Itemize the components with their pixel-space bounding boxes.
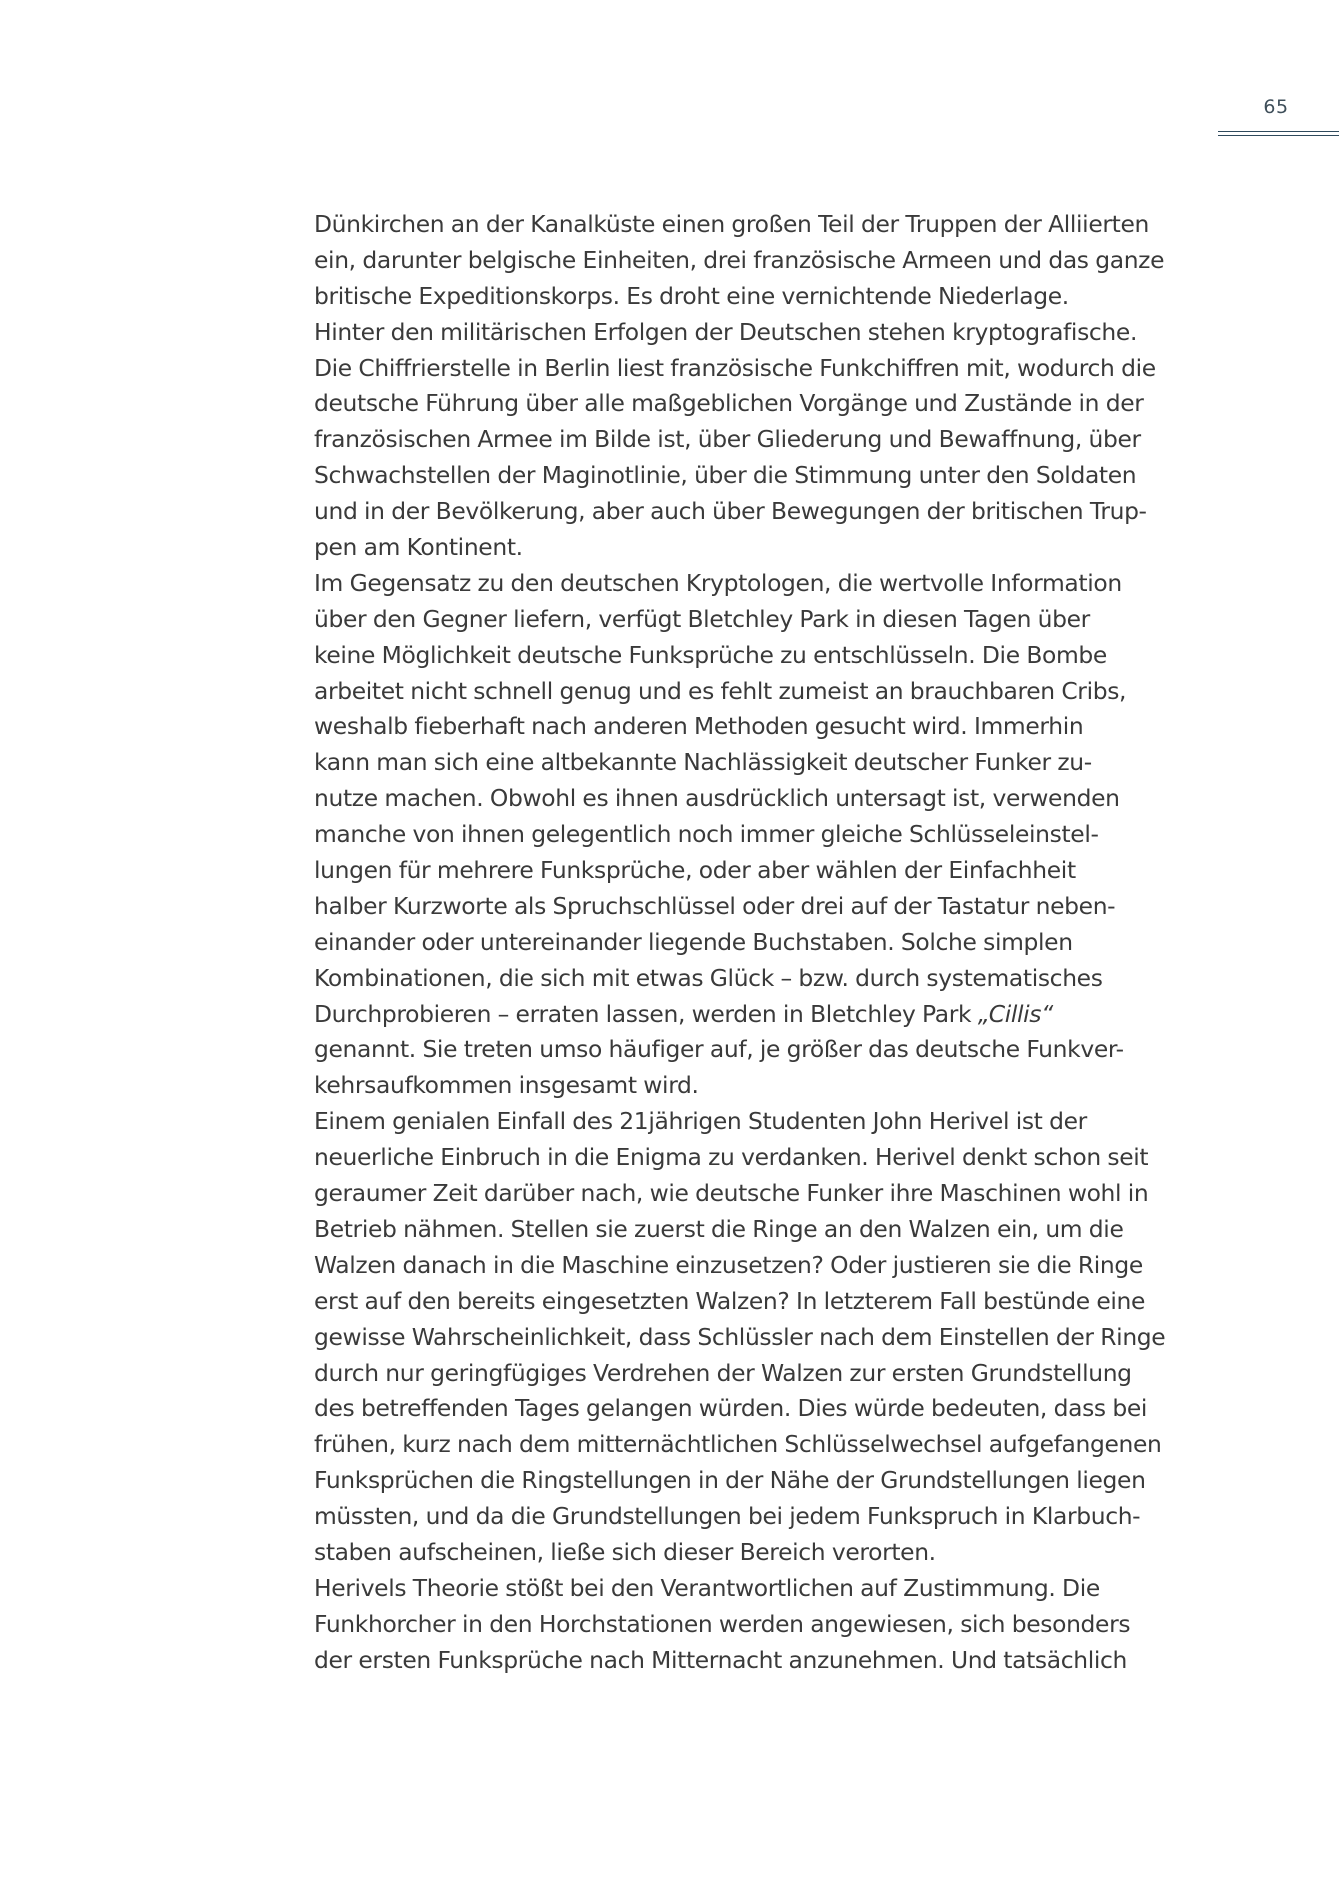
text-line: gewisse Wahrscheinlichkeit, dass Schlüssler nach dem Einstellen der Ringe xyxy=(314,1322,1166,1351)
text-line: Dünkirchen an der Kanalküste einen großen Teil der Truppen der Alliierten xyxy=(314,210,1149,238)
text-line: arbeitet nicht schnell genug und es fehlt zumeist an brauchbaren Cribs, xyxy=(314,676,1127,705)
text-line: Betrieb nähmen. Stellen sie zuerst die Ringe an den Walzen ein, um die xyxy=(314,1214,1124,1243)
text-line: deutsche Führung über alle maßgeblichen Vorgänge und Zustände in der xyxy=(314,389,1144,418)
text-line: Herivels Theorie stößt bei den Verantwortlichen auf Zustimmung. Die xyxy=(314,1573,1100,1602)
page-number: 65 xyxy=(1263,96,1289,118)
text-line: über den Gegner liefern, verfügt Bletchley Park in diesen Tagen über xyxy=(314,604,1090,633)
text-line: des betreffenden Tages gelangen würden. Dies würde bedeuten, dass bei xyxy=(314,1394,1148,1423)
text-line: Funkhorcher in den Horchstationen werden angewiesen, sich besonders xyxy=(314,1609,1131,1638)
body-text xyxy=(314,207,1214,1679)
text-line: der ersten Funksprüche nach Mitternacht anzunehmen. Und tatsächlich xyxy=(314,1645,1128,1674)
text-line: ein, darunter belgische Einheiten, drei französische Armeen und das ganze xyxy=(314,245,1165,274)
text-line: kann man sich eine altbekannte Nachlässigkeit deutscher Funker zu- xyxy=(314,748,1092,777)
text-line: Die Chiffrierstelle in Berlin liest französische Funkchiffren mit, wodurch die xyxy=(314,353,1156,382)
text-line: kehrsaufkommen insgesamt wird. xyxy=(314,1071,699,1100)
text-line: britische Expeditionskorps. Es droht eine vernichtende Niederlage. xyxy=(314,281,1069,310)
text-line: einander oder untereinander liegende Buchstaben. Solche simplen xyxy=(314,927,1073,956)
text-line: Schwachstellen der Maginotlinie, über die Stimmung unter den Soldaten xyxy=(314,461,1137,490)
text-line: Hinter den militärischen Erfolgen der Deutschen stehen kryptografische. xyxy=(314,317,1138,346)
text-line: Einem genialen Einfall des 21jährigen Studenten John Herivel ist der xyxy=(314,1107,1087,1136)
text-line: Funksprüchen die Ringstellungen in der Nähe der Grundstellungen liegen xyxy=(314,1466,1146,1495)
text-line: Walzen danach in die Maschine einzusetzen? Oder justieren sie die Ringe xyxy=(314,1250,1143,1279)
text-line: Im Gegensatz zu den deutschen Kryptologen, die wertvolle Information xyxy=(314,568,1122,597)
text-line: und in der Bevölkerung, aber auch über Bewegungen der britischen Trup- xyxy=(314,497,1147,526)
text-line: frühen, kurz nach dem mitternächtlichen Schlüsselwechsel aufgefangenen xyxy=(314,1430,1162,1459)
text-line: französischen Armee im Bilde ist, über Gliederung und Bewaffnung, über xyxy=(314,425,1141,454)
text-line-cillis xyxy=(314,997,1214,1033)
text-line: geraumer Zeit darüber nach, wie deutsche Funker ihre Maschinen wohl in xyxy=(314,1179,1149,1208)
text-line: keine Möglichkeit deutsche Funksprüche zu entschlüsseln. Die Bombe xyxy=(314,640,1107,669)
text-line: halber Kurzworte als Spruchschlüssel oder drei auf der Tastatur neben- xyxy=(314,891,1116,920)
text-line: pen am Kontinent. xyxy=(314,533,523,562)
text-line: weshalb fieberhaft nach anderen Methoden gesucht wird. Immerhin xyxy=(314,712,1084,741)
text-line: genannt. Sie treten umso häufiger auf, je größer das deutsche Funkver- xyxy=(314,1035,1124,1064)
text-line: erst auf den bereits eingesetzten Walzen? In letzterem Fall bestünde eine xyxy=(314,1286,1146,1315)
text-line: staben aufscheinen, ließe sich dieser Bereich verorten. xyxy=(314,1537,936,1566)
text-line: müssten, und da die Grundstellungen bei jedem Funkspruch in Klarbuch- xyxy=(314,1502,1141,1531)
text-line: manche von ihnen gelegentlich noch immer gleiche Schlüsseleinstel- xyxy=(314,820,1099,849)
cillis-term: „Cillis“ xyxy=(977,999,1053,1028)
text-line: neuerliche Einbruch in die Enigma zu verdanken. Herivel denkt schon seit xyxy=(314,1143,1149,1172)
text-line: Kombinationen, die sich mit etwas Glück – bzw. durch systematisches xyxy=(314,963,1103,992)
text-line: nutze machen. Obwohl es ihnen ausdrücklich untersagt ist, verwenden xyxy=(314,784,1120,813)
text-line: durch nur geringfügiges Verdrehen der Walzen zur ersten Grundstellung xyxy=(314,1358,1132,1387)
text-line: lungen für mehrere Funksprüche, oder aber wählen der Einfachheit xyxy=(314,856,1076,885)
text-segment: Durchprobieren – erraten lassen, werden in Bletchley Park xyxy=(314,999,978,1028)
header-rule xyxy=(1218,131,1339,136)
